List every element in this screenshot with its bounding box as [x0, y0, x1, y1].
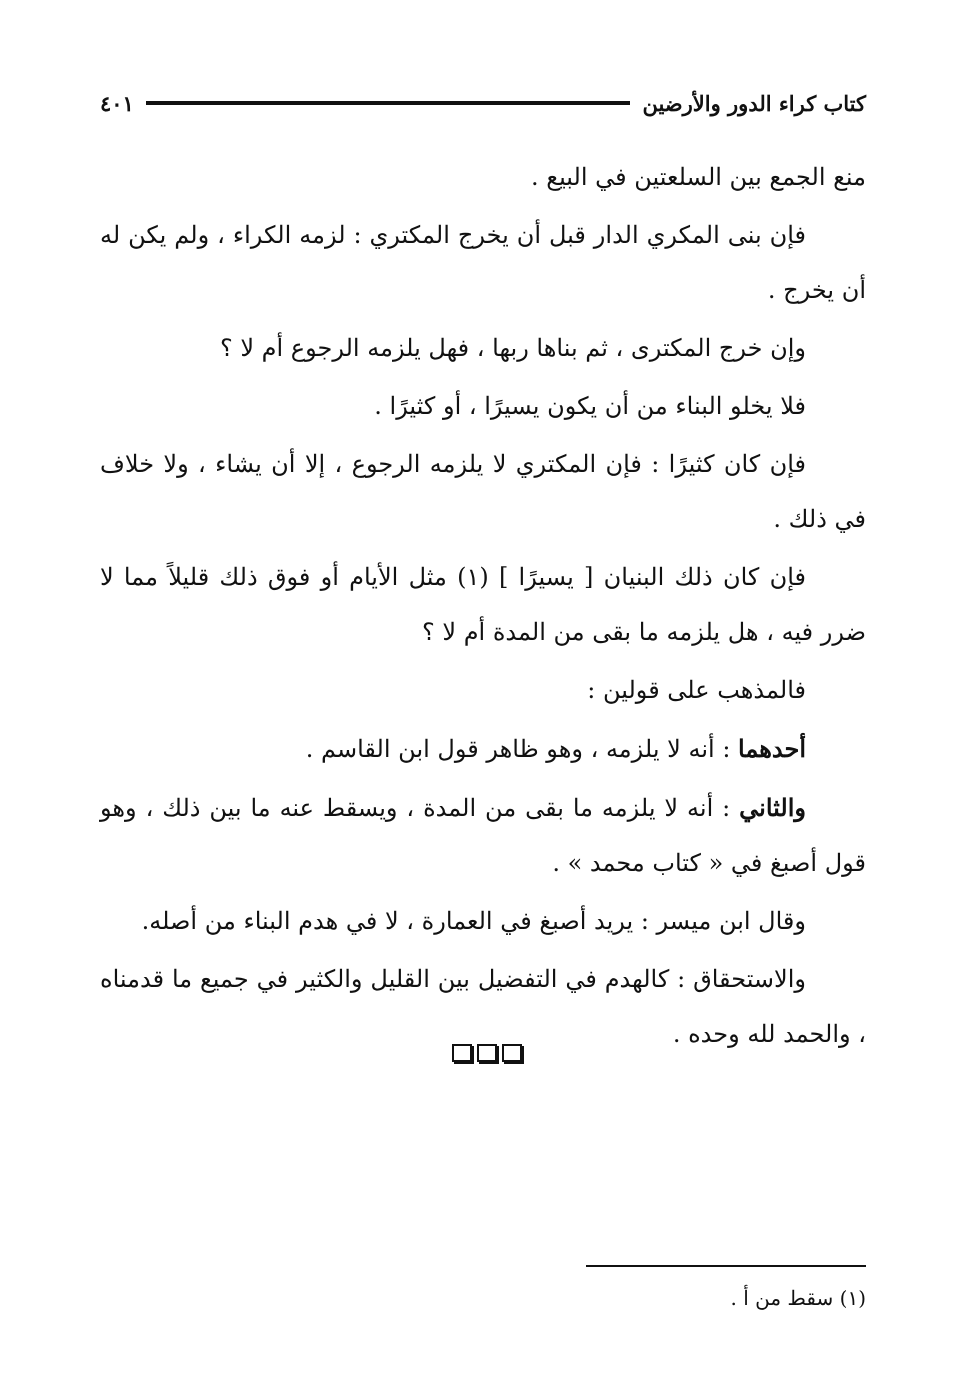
paragraph — [100, 437, 866, 547]
paragraph — [100, 663, 866, 718]
paragraph-text: فإن كان ذلك البنيان [ يسيرًا ] (١) مثل الأيام أو فوق ذلك قليلاً مما لا ضرر فيه ، هل يلزمه ما بقى من المدة أم لا ؟ — [100, 563, 866, 646]
paragraph — [100, 780, 866, 891]
paragraph-text: : أنه لا يلزمه ما بقى من المدة ، ويسقط عنه ما بين ذلك ، وهو قول أصبغ في « كتاب محمد » . — [100, 794, 866, 877]
paragraph-text: فالمذهب على قولين : — [587, 676, 806, 704]
paragraph — [100, 894, 866, 949]
paragraph — [100, 721, 866, 777]
running-title: كتاب كراء الدور والأرضين — [642, 90, 866, 116]
paragraph — [100, 150, 866, 205]
square-ornament-icon — [502, 1044, 522, 1062]
section-end-ornament — [452, 1042, 522, 1064]
page-body — [100, 150, 866, 1065]
page-header — [100, 86, 866, 120]
paragraph-text: فلا يخلو البناء من أن يكون يسيرًا ، أو كثيرًا . — [374, 392, 806, 420]
paragraph-lead: والثاني — [739, 793, 806, 822]
footnote-rule — [586, 1265, 866, 1267]
paragraph-text: : أنه لا يلزمه ، وهو ظاهر قول ابن القاسم . — [305, 735, 731, 763]
paragraph-text: والاستحقاق : كالهدم في التفضيل بين القليل والكثير في جميع ما قدمناه ، والحمد لله وحده . — [100, 965, 866, 1048]
paragraph — [100, 321, 866, 376]
square-ornament-icon — [477, 1044, 497, 1062]
square-ornament-icon — [452, 1044, 472, 1062]
paragraph — [100, 550, 866, 660]
paragraph-text: وإن خرج المكترى ، ثم بناها ربها ، فهل يلزمه الرجوع أم لا ؟ — [219, 334, 806, 362]
paragraph — [100, 208, 866, 318]
paragraph-text: منع الجمع بين السلعتين في البيع . — [531, 163, 866, 191]
footnote: (١) سقط من أ . — [730, 1286, 866, 1310]
paragraph — [100, 379, 866, 434]
header-rule — [146, 101, 631, 105]
paragraph-text: فإن كان كثيرًا : فإن المكتري لا يلزمه الرجوع ، إلا أن يشاء ، ولا خلاف في ذلك . — [100, 450, 866, 533]
paragraph-text: فإن بنى المكري الدار قبل أن يخرج المكتري : لزمه الكراء ، ولم يكن له أن يخرج . — [100, 221, 866, 304]
paragraph-lead: أحدهما — [738, 734, 806, 763]
paragraph-text: وقال ابن ميسر : يريد أصبغ في العمارة ، لا في هدم البناء من أصله. — [141, 907, 806, 935]
page-number: ٤٠١ — [100, 90, 134, 116]
